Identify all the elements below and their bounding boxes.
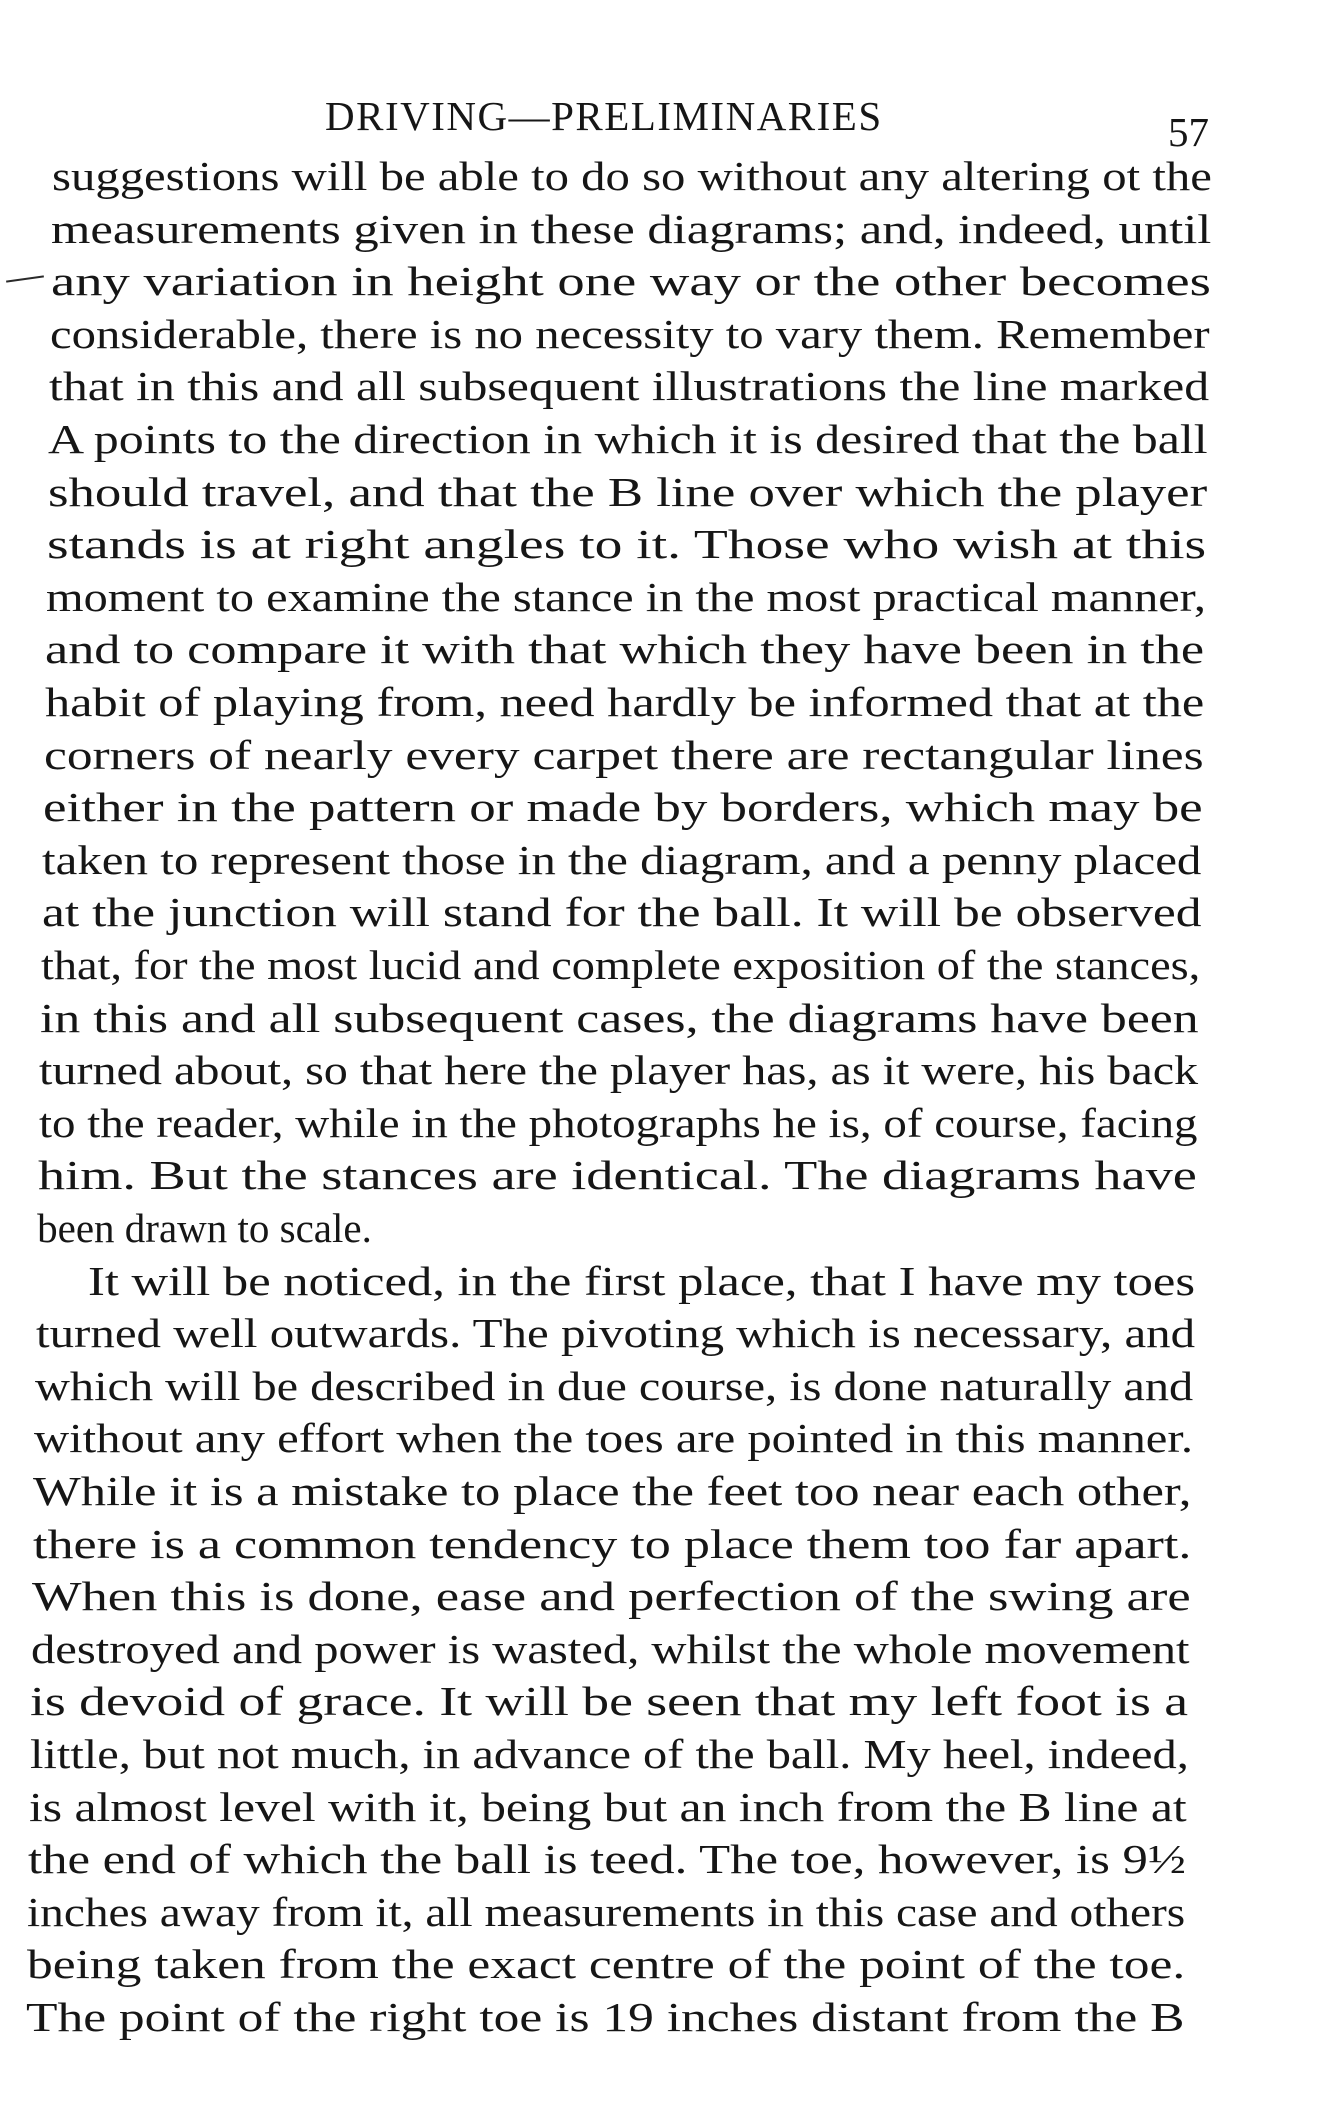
text-line: is devoid of grace. It will be seen that my left foot is a	[30, 1678, 1189, 1725]
text-line: turned about, so that here the player has, as it were, his back	[39, 1047, 1199, 1094]
text-line: the end of which the ball is teed. The toe, however, is 9½	[28, 1836, 1187, 1883]
text-line: that in this and all subsequent illustrations the line marked	[49, 363, 1210, 410]
text-line: should travel, and that the B line over which the player	[47, 468, 1207, 515]
text-line: been drawn to scale.	[37, 1205, 372, 1251]
text-line: at the junction will stand for the ball. It will be observed	[41, 889, 1202, 936]
text-line: that, for the most lucid and complete exposition of the stances,	[40, 942, 1201, 988]
text-line: being taken from the exact centre of the point of the toe.	[26, 1941, 1185, 1988]
text-line: without any effort when the toes are pointed in this manner.	[34, 1415, 1194, 1462]
text-line: little, but not much, in advance of the ball. My heel, indeed,	[29, 1731, 1189, 1777]
text-line: turned well outwards. The pivoting which is necessary, and	[35, 1310, 1195, 1357]
text-line: habit of playing from, need hardly be informed that at the	[44, 679, 1204, 725]
text-line: While it is a mistake to place the feet too near each other,	[33, 1468, 1192, 1514]
margin-pencil-mark	[6, 275, 44, 282]
text-line: is almost level with it, being but an inch from the B line at	[28, 1783, 1187, 1830]
text-line: which will be described in due course, is done naturally and	[34, 1362, 1194, 1409]
text-line: When this is done, ease and perfection of the swing are	[31, 1573, 1191, 1620]
text-line: A points to the direction in which it is desired that the ball	[48, 416, 1208, 462]
text-line: there is a common tendency to place them too far apart.	[32, 1520, 1192, 1567]
text-line: considerable, there is no necessity to vary them. Remember	[49, 310, 1210, 357]
text-line: in this and all subsequent cases, the diagrams have been	[40, 994, 1199, 1041]
text-line: him. But the stances are identical. The diagrams have	[37, 1152, 1197, 1199]
text-line: inches away from it, all measurements in this case and others	[27, 1888, 1186, 1935]
text-line: It will be noticed, in the first place, that I have my toes	[88, 1257, 1196, 1304]
text-line: suggestions will be able to do so without any altering ot the	[52, 153, 1212, 199]
text-line: The point of the right toe is 19 inches distant from the B	[26, 1994, 1185, 2040]
text-line: corners of nearly every carpet there are rectangular lines	[43, 731, 1204, 778]
text-line: any variation in height one way or the other becomes	[50, 258, 1211, 305]
text-line: stands is at right angles to it. Those who wish at this	[46, 521, 1206, 568]
text-line: to the reader, while in the photographs he is, of course, facing	[38, 1099, 1198, 1146]
running-head: DRIVING—PRELIMINARIES	[325, 93, 883, 139]
text-line: moment to examine the stance in the most practical manner,	[46, 573, 1206, 620]
text-line: and to compare it with that which they have been in the	[45, 626, 1205, 673]
text-line: taken to represent those in the diagram, and a penny placed	[42, 836, 1202, 883]
text-line: measurements given in these diagrams; and, indeed, until	[51, 205, 1212, 252]
page-number: 57	[1168, 109, 1209, 155]
text-line: destroyed and power is wasted, whilst the whole movement	[31, 1625, 1190, 1672]
text-line: either in the pattern or made by borders, which may be	[43, 784, 1203, 831]
